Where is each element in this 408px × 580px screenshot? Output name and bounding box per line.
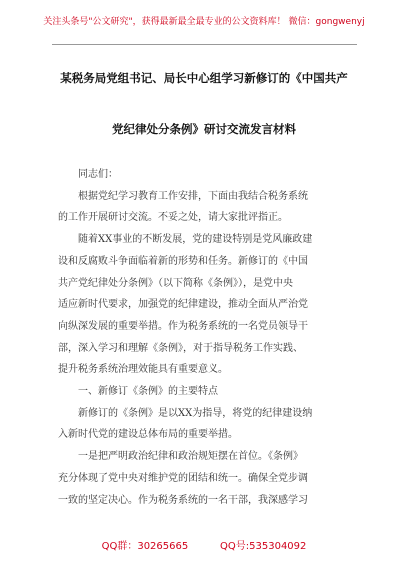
body-line: 一是把严明政治纪律和政治规矩摆在首位。《条例》 (78, 451, 303, 463)
body-line: 共产党纪律处分条例》（以下简称《条例》），是党中央 (58, 277, 293, 289)
footer-contact: QQ群：30265665 QQ号:535304092 (101, 541, 307, 552)
header-divider (52, 44, 357, 45)
section-heading: 一、新修订《条例》的主要特点 (78, 386, 218, 398)
body-line: 部，深入学习和理解《条例》，对于指导税务工作实践、 (58, 342, 303, 354)
body-line: 向纵深发展的重要举措。作为税务系统的一名党员领导干 (58, 320, 308, 332)
body-line: 的工作开展研讨交流。不妥之处，请大家批评指正。 (58, 212, 288, 224)
body-line: 根据党纪学习教育工作安排，下面由我结合税务系统 (78, 190, 308, 202)
document-body (58, 164, 356, 511)
body-line: 充分体现了党中央对维护党的团结和统一。确保全党步调 (58, 472, 308, 484)
document-title-line-1: 某税务局党组书记、局长中心组学习新修订的《中国共产 (60, 71, 348, 85)
document-title-line-2: 党纪律处分条例》研讨交流发言材料 (112, 122, 296, 136)
body-line: 新修订的《条例》是以XX为指导，将党的纪律建设纳 (78, 407, 313, 419)
body-line: 入新时代党的建设总体布局的重要举措。 (58, 429, 238, 441)
header-promo-note: 关注头条号"公文研究"，获得最新最全最专业的公文资料库！ 微信：gongwenyj (43, 17, 365, 27)
body-line: 提升税务系统治理效能具有重要意义。 (58, 364, 228, 376)
body-line: 设和反腐败斗争面临着新的形势和任务。新修订的《中国 (58, 255, 308, 267)
salutation: 同志们： (78, 169, 118, 180)
body-line: 一致的坚定决心。作为税务系统的一名干部，我深感学习 (58, 494, 308, 506)
body-line: 随着XX事业的不断发展，党的建设特别是党风廉政建 (78, 234, 313, 246)
body-line: 适应新时代要求，加强党的纪律建设，推动全面从严治党 (58, 299, 308, 311)
